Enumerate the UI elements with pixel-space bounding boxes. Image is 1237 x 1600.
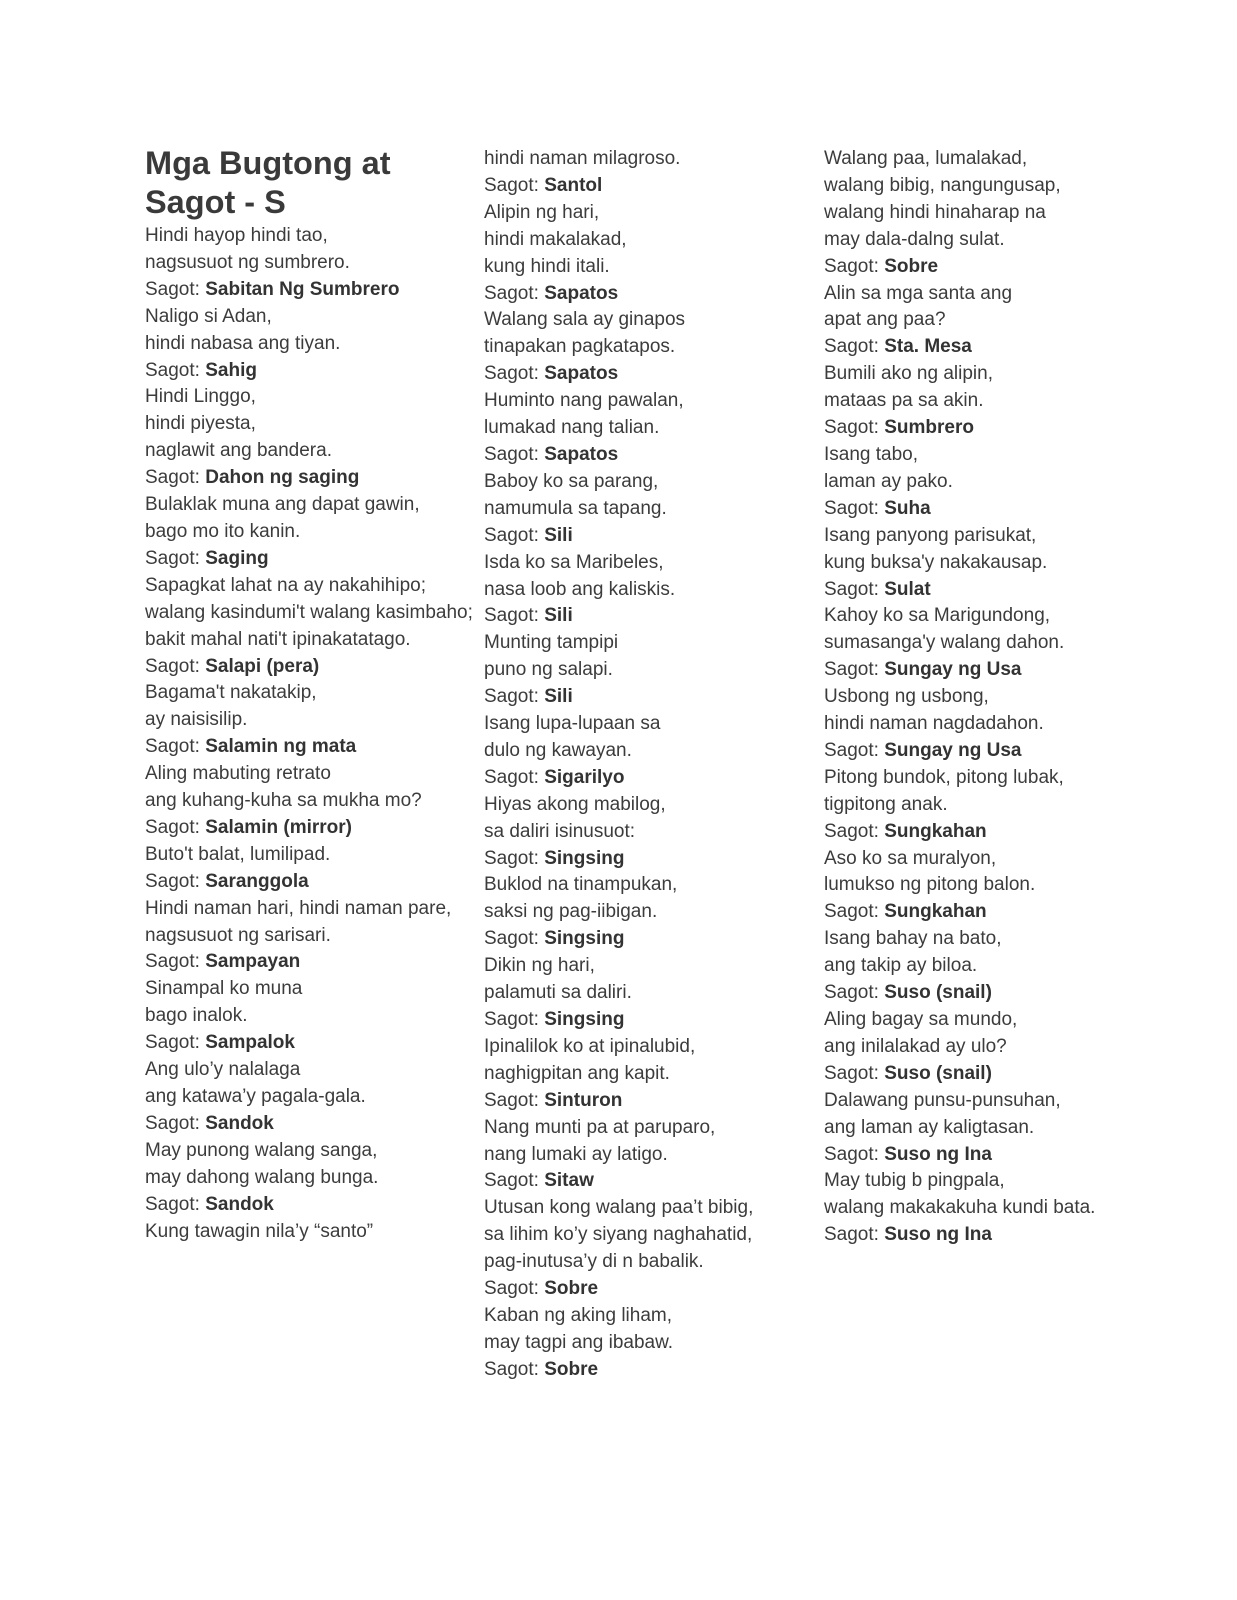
riddle-line: may dahong walang bunga.: [145, 1166, 379, 1188]
riddle-line: bago mo ito kanin.: [145, 520, 301, 542]
riddle-line: apat ang paa?: [824, 309, 946, 331]
column-3: [824, 146, 1154, 1249]
answer-line: [145, 949, 475, 976]
answer-prefix: Sagot:: [145, 1193, 206, 1215]
riddle-entry: [824, 765, 1154, 846]
riddle-entry: [484, 307, 814, 388]
riddle-line: kung buksa'y nakakausap.: [824, 551, 1048, 573]
answer-prefix: Sagot:: [484, 174, 545, 196]
riddle-line: ang katawa’y pagala-gala.: [145, 1086, 366, 1107]
riddle-line: nagsusuot ng sumbrero.: [145, 251, 350, 273]
riddle-line: sa lihim ko’y siyang naghahatid,: [484, 1224, 753, 1246]
answer-prefix: Sagot:: [824, 901, 885, 923]
answer-line: [484, 523, 814, 550]
riddle-entry: [824, 926, 1154, 1007]
riddle-entry: [824, 361, 1154, 442]
riddle-entry: [824, 1007, 1154, 1088]
answer-text: Sampalok: [205, 1032, 295, 1054]
answer-line: [145, 1192, 475, 1219]
answer-text: Salamin ng mata: [205, 736, 357, 758]
answer-text: Sili: [544, 605, 573, 627]
answer-line: [824, 334, 1154, 361]
riddle-line: Kahoy ko sa Marigundong,: [824, 605, 1051, 627]
answer-line: [484, 281, 814, 308]
riddle-line: Kaban ng aking liham,: [484, 1304, 673, 1326]
answer-text: Dahon ng saging: [205, 467, 360, 489]
riddle-entry: [145, 1138, 475, 1219]
answer-text: Sandok: [205, 1193, 274, 1215]
answer-text: Sungkahan: [884, 901, 987, 923]
riddle-entry: [824, 442, 1154, 523]
riddle-line: Isang panyong parisukat,: [824, 524, 1037, 546]
answer-prefix: Sagot:: [824, 497, 885, 519]
answer-line: [484, 361, 814, 388]
answer-line: [145, 734, 475, 761]
answer-prefix: Sagot:: [824, 1062, 885, 1084]
answer-text: Suso (snail): [884, 1062, 992, 1084]
riddle-line: lumukso ng pitong balon.: [824, 874, 1036, 896]
riddle-entry: [145, 1057, 475, 1138]
answer-prefix: Sagot:: [145, 1032, 206, 1054]
answer-text: Sapatos: [544, 282, 619, 304]
answer-prefix: Sagot:: [824, 578, 885, 600]
answer-text: Sili: [544, 686, 573, 708]
answer-line: [824, 899, 1154, 926]
answer-line: [824, 980, 1154, 1007]
riddle-line: Walang paa, lumalakad,: [824, 148, 1028, 169]
riddle-entry: [145, 492, 475, 573]
riddle-entry: [484, 711, 814, 792]
riddle-line: Pitong bundok, pitong lubak,: [824, 766, 1064, 788]
answer-line: [145, 546, 475, 573]
answer-prefix: Sagot:: [484, 1358, 545, 1380]
answer-line: [824, 496, 1154, 523]
riddle-entry: [484, 1115, 814, 1196]
riddle-entry: [484, 469, 814, 550]
answer-prefix: Sagot:: [484, 605, 545, 627]
riddle-line: hindi piyesta,: [145, 413, 256, 435]
riddle-line: Ipinalilok ko at ipinalubid,: [484, 1035, 696, 1057]
riddle-line: naglawit ang bandera.: [145, 440, 332, 462]
answer-prefix: Sagot:: [145, 870, 206, 892]
riddle-entry: [484, 1303, 814, 1384]
answer-line: [484, 1088, 814, 1115]
riddle-entry: [484, 146, 814, 200]
riddle-line: Hiyas akong mabilog,: [484, 793, 666, 815]
answer-line: [484, 173, 814, 200]
riddle-entry: [824, 1168, 1154, 1249]
riddle-entry: [824, 281, 1154, 362]
riddle-line: Utusan kong walang paa’t bibig,: [484, 1197, 754, 1219]
riddle-line: Alipin ng hari,: [484, 201, 600, 223]
riddle-line: Nang munti pa at paruparo,: [484, 1116, 716, 1138]
riddle-line: naghigpitan ang kapit.: [484, 1062, 670, 1084]
answer-prefix: Sagot:: [484, 282, 545, 304]
answer-line: [145, 277, 475, 304]
riddle-line: Baboy ko sa parang,: [484, 470, 659, 492]
riddle-line: walang bibig, nangungusap,: [824, 174, 1061, 196]
answer-prefix: Sagot:: [824, 255, 885, 277]
answer-prefix: Sagot:: [824, 336, 885, 358]
answer-line: [824, 415, 1154, 442]
answer-text: Sobre: [544, 1278, 599, 1300]
column-2: [484, 146, 814, 1384]
riddle-line: hindi makalakad,: [484, 228, 627, 250]
riddle-line: bakit mahal nati't ipinakatatago.: [145, 628, 411, 650]
answer-text: Sobre: [544, 1358, 599, 1380]
riddle-line: Aling mabuting retrato: [145, 763, 331, 785]
answer-text: Sulat: [884, 578, 931, 600]
answer-line: [824, 819, 1154, 846]
answer-text: Saging: [205, 547, 269, 569]
answer-text: Sta. Mesa: [884, 336, 972, 358]
riddle-entry: [824, 684, 1154, 765]
answer-prefix: Sagot:: [484, 524, 545, 546]
answer-text: Sahig: [205, 359, 257, 381]
answer-line: [824, 1142, 1154, 1169]
answer-text: Sungay ng Usa: [884, 659, 1022, 681]
riddle-line: hindi naman nagdadahon.: [824, 713, 1044, 735]
answer-prefix: Sagot:: [145, 278, 206, 300]
riddle-line: saksi ng pag-iibigan.: [484, 901, 658, 923]
answer-prefix: Sagot:: [484, 686, 545, 708]
column-1: [145, 144, 475, 1245]
answer-line: [145, 654, 475, 681]
riddle-line: ay naisisilip.: [145, 709, 248, 731]
answer-prefix: Sagot:: [145, 816, 206, 838]
riddle-line: Walang sala ay ginapos: [484, 309, 686, 331]
answer-prefix: Sagot:: [145, 736, 206, 758]
answer-text: Salapi (pera): [205, 655, 320, 677]
answer-text: Sapatos: [544, 443, 619, 465]
riddle-line: ang laman ay kaligtasan.: [824, 1116, 1035, 1138]
answer-text: Saranggola: [205, 870, 309, 892]
answer-line: [824, 577, 1154, 604]
riddle-line: Hindi naman hari, hindi naman pare,: [145, 897, 452, 919]
riddle-line: may dala-dalng sulat.: [824, 228, 1005, 250]
riddle-entry: [484, 792, 814, 873]
riddle-line: sa daliri isinusuot:: [484, 820, 636, 842]
riddle-line: Alin sa mga santa ang: [824, 282, 1013, 304]
riddle-line: Isang bahay na bato,: [824, 928, 1002, 950]
answer-text: Sili: [544, 524, 573, 546]
answer-line: [484, 1276, 814, 1303]
riddle-entry: [824, 146, 1154, 281]
riddle-line: Buklod na tinampukan,: [484, 874, 678, 896]
answer-text: Suso (snail): [884, 982, 992, 1004]
answer-prefix: Sagot:: [484, 766, 545, 788]
riddle-line: hindi nabasa ang tiyan.: [145, 332, 341, 354]
riddle-line: Aso ko sa muralyon,: [824, 847, 997, 869]
answer-prefix: Sagot:: [484, 1278, 545, 1300]
riddle-entry: [145, 896, 475, 977]
riddle-list: [824, 146, 1154, 1249]
answer-text: Suha: [884, 497, 931, 519]
riddle-entry: [824, 846, 1154, 927]
riddle-entry: [145, 1219, 475, 1246]
answer-line: [484, 1007, 814, 1034]
riddle-line: walang makakakuha kundi bata.: [824, 1197, 1096, 1219]
answer-prefix: Sagot:: [484, 1089, 545, 1111]
riddle-entry: [145, 384, 475, 492]
answer-line: [145, 1111, 475, 1138]
riddle-line: tinapakan pagkatapos.: [484, 336, 676, 358]
answer-line: [484, 442, 814, 469]
answer-text: Sobre: [884, 255, 939, 277]
riddle-entry: [484, 1034, 814, 1115]
riddle-line: tigpitong anak.: [824, 793, 948, 815]
answer-prefix: Sagot:: [824, 739, 885, 761]
answer-line: [824, 254, 1154, 281]
riddle-line: Isda ko sa Maribeles,: [484, 551, 664, 573]
answer-text: Santol: [544, 174, 603, 196]
answer-line: [824, 1222, 1154, 1249]
answer-prefix: Sagot:: [824, 417, 885, 439]
answer-text: Sapatos: [544, 363, 619, 385]
answer-line: [484, 1168, 814, 1195]
riddle-entry: [145, 761, 475, 842]
riddle-list: [484, 146, 814, 1384]
answer-line: [484, 765, 814, 792]
riddle-entry: [145, 573, 475, 681]
riddle-entry: [484, 550, 814, 631]
answer-prefix: Sagot:: [824, 659, 885, 681]
answer-text: Sigarilyo: [544, 766, 625, 788]
answer-line: [484, 926, 814, 953]
answer-text: Sumbrero: [884, 417, 974, 439]
riddle-entry: [824, 523, 1154, 604]
riddle-line: bago inalok.: [145, 1005, 248, 1027]
riddle-line: Huminto nang pawalan,: [484, 390, 684, 412]
riddle-line: ang inilalakad ay ulo?: [824, 1035, 1007, 1057]
answer-prefix: Sagot:: [824, 1143, 885, 1165]
answer-prefix: Sagot:: [145, 359, 206, 381]
riddle-line: nang lumaki ay latigo.: [484, 1143, 668, 1165]
answer-text: Singsing: [544, 1009, 625, 1030]
riddle-entry: [145, 223, 475, 304]
riddle-line: May tubig b pingpala,: [824, 1170, 1005, 1192]
riddle-line: Bagama't nakatakip,: [145, 682, 317, 704]
answer-text: Sabitan Ng Sumbrero: [205, 278, 400, 300]
answer-prefix: Sagot:: [484, 928, 545, 950]
answer-text: Singsing: [544, 847, 625, 869]
riddle-line: Dalawang punsu-punsuhan,: [824, 1089, 1061, 1111]
riddle-line: Bumili ako ng alipin,: [824, 363, 993, 385]
riddle-entry: [824, 603, 1154, 684]
answer-prefix: Sagot:: [145, 547, 206, 569]
answer-text: Suso ng Ina: [884, 1143, 992, 1165]
answer-prefix: Sagot:: [484, 1170, 545, 1192]
riddle-line: sumasanga'y walang dahon.: [824, 632, 1065, 654]
answer-line: [484, 846, 814, 873]
riddle-entry: [484, 872, 814, 953]
page-title: Mga Bugtong at Sagot - S: [145, 145, 391, 220]
riddle-line: May punong walang sanga,: [145, 1139, 378, 1161]
answer-line: [484, 603, 814, 630]
answer-line: [824, 657, 1154, 684]
riddle-line: Hindi hayop hindi tao,: [145, 225, 328, 246]
riddle-line: Isang tabo,: [824, 443, 919, 465]
answer-prefix: Sagot:: [145, 951, 206, 973]
answer-text: Sandok: [205, 1112, 274, 1134]
riddle-line: nasa loob ang kaliskis.: [484, 578, 676, 600]
answer-text: Suso ng Ina: [884, 1224, 992, 1246]
answer-line: [145, 815, 475, 842]
answer-line: [824, 1061, 1154, 1088]
answer-line: [145, 358, 475, 385]
answer-line: [484, 1357, 814, 1384]
riddle-entry: [145, 680, 475, 761]
riddle-line: palamuti sa daliri.: [484, 982, 632, 1004]
riddle-line: Bulaklak muna ang dapat gawin,: [145, 494, 420, 516]
riddle-line: Munting tampipi: [484, 632, 619, 654]
answer-line: [145, 1030, 475, 1057]
riddle-entry: [484, 200, 814, 308]
answer-line: [145, 465, 475, 492]
riddle-line: Buto't balat, lumilipad.: [145, 843, 331, 865]
answer-prefix: Sagot:: [824, 820, 885, 842]
riddle-line: laman ay pako.: [824, 470, 953, 492]
riddle-entry: [824, 1088, 1154, 1169]
riddle-entry: [484, 953, 814, 1034]
answer-prefix: Sagot:: [824, 1224, 885, 1246]
answer-prefix: Sagot:: [484, 443, 545, 465]
riddle-line: walang kasindumi't walang kasimbaho;: [145, 601, 473, 623]
riddle-line: Usbong ng usbong,: [824, 686, 989, 708]
riddle-line: Sinampal ko muna: [145, 978, 303, 1000]
answer-text: Singsing: [544, 928, 625, 950]
riddle-line: pag-inutusa’y di n babalik.: [484, 1251, 704, 1273]
answer-text: Sungay ng Usa: [884, 739, 1022, 761]
riddle-line: kung hindi itali.: [484, 255, 610, 277]
answer-text: Sitaw: [544, 1170, 594, 1192]
answer-text: Sampayan: [205, 951, 301, 973]
riddle-entry: [484, 388, 814, 469]
riddle-line: lumakad nang talian.: [484, 417, 660, 439]
riddle-line: dulo ng kawayan.: [484, 739, 632, 761]
riddle-line: Isang lupa-lupaan sa: [484, 713, 661, 735]
answer-prefix: Sagot:: [824, 982, 885, 1004]
riddle-line: ang takip ay biloa.: [824, 955, 978, 977]
riddle-entry: [484, 1195, 814, 1303]
answer-text: Sungkahan: [884, 820, 987, 842]
riddle-entry: [484, 630, 814, 711]
riddle-line: Aling bagay sa mundo,: [824, 1009, 1018, 1030]
riddle-line: ang kuhang-kuha sa mukha mo?: [145, 790, 422, 812]
answer-text: Salamin (mirror): [205, 816, 352, 838]
riddle-line: hindi naman milagroso.: [484, 148, 681, 169]
riddle-line: puno ng salapi.: [484, 659, 613, 681]
riddle-line: Naligo si Adan,: [145, 305, 272, 327]
riddle-list: [145, 223, 475, 1245]
answer-prefix: Sagot:: [484, 1009, 545, 1030]
riddle-line: namumula sa tapang.: [484, 497, 667, 519]
answer-line: [145, 869, 475, 896]
riddle-entry: [145, 304, 475, 385]
answer-prefix: Sagot:: [145, 655, 206, 677]
riddle-line: may tagpi ang ibabaw.: [484, 1331, 674, 1353]
answer-text: Sinturon: [544, 1089, 623, 1111]
riddle-line: Hindi Linggo,: [145, 386, 256, 408]
answer-prefix: Sagot:: [145, 1112, 206, 1134]
answer-prefix: Sagot:: [145, 467, 206, 489]
riddle-line: Kung tawagin nila’y “santo”: [145, 1220, 374, 1242]
riddle-line: Dikin ng hari,: [484, 955, 595, 977]
answer-prefix: Sagot:: [484, 847, 545, 869]
riddle-entry: [145, 842, 475, 896]
riddle-line: walang hindi hinaharap na: [824, 201, 1046, 223]
riddle-line: nagsusuot ng sarisari.: [145, 924, 331, 946]
answer-line: [484, 684, 814, 711]
riddle-line: Sapagkat lahat na ay nakahihipo;: [145, 574, 426, 596]
answer-line: [824, 738, 1154, 765]
riddle-entry: [145, 976, 475, 1057]
riddle-line: Ang ulo’y nalalaga: [145, 1059, 301, 1081]
answer-prefix: Sagot:: [484, 363, 545, 385]
riddle-line: mataas pa sa akin.: [824, 390, 984, 412]
